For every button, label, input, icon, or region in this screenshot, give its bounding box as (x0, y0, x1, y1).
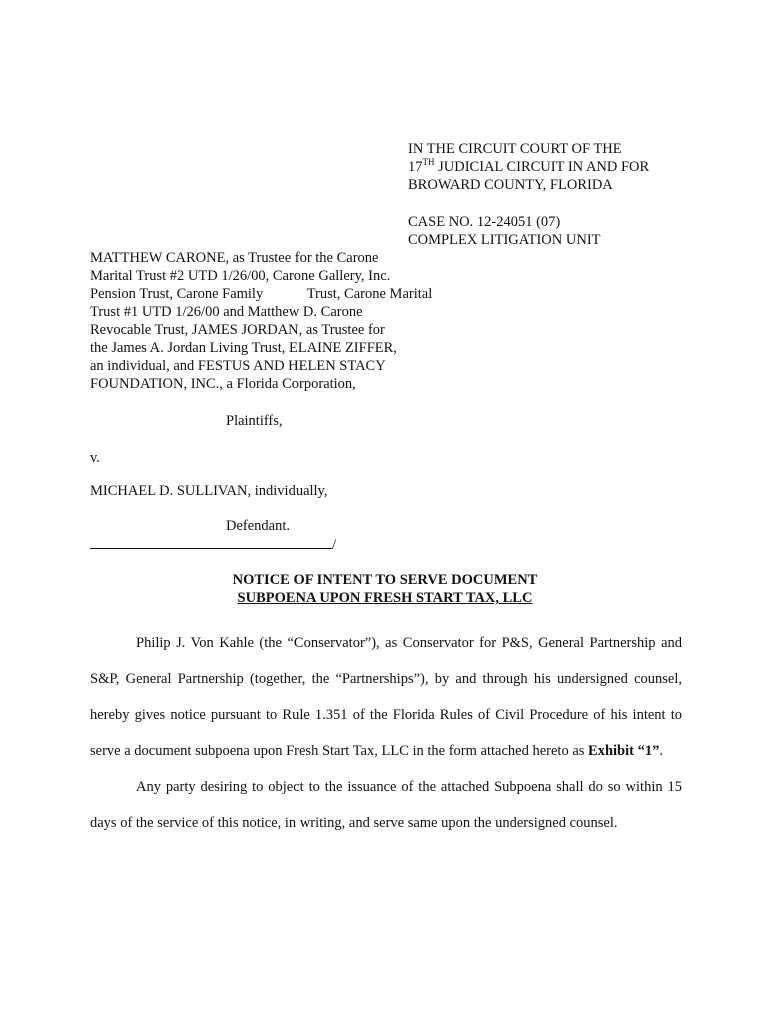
title-line-2 (90, 589, 680, 607)
defendant-label: Defendant. (226, 518, 291, 534)
paragraph-1-text: Philip J. Von Kahle (the “Conservator”), as Conservator for P&S, General Partnership and S&P, General Partnership (together, the “Partnerships”), by and through his undersigned counsel, hereby gives notice pursuant to Rule 1.351 of the Florida Rules of Civil Procedure of his intent to serve a document subpoena upon Fresh Start Tax, LLC in the form attached hereto as (90, 635, 682, 759)
separator-line (90, 536, 332, 549)
exhibit-reference: Exhibit “1” (588, 743, 660, 759)
plaintiff-line: FOUNDATION, INC., a Florida Corporation, (90, 376, 356, 392)
versus-label: v. (90, 450, 100, 466)
notice-body (90, 625, 682, 841)
circuit-number: 17 (408, 159, 423, 175)
paragraph-1 (90, 625, 682, 769)
plaintiff-line: an individual, and FESTUS AND HELEN STACY (90, 358, 386, 374)
court-line-2 (408, 158, 708, 176)
case-info (408, 213, 708, 249)
plaintiffs-label: Plaintiffs, (226, 413, 283, 429)
plaintiff-line: Marital Trust #2 UTD 1/26/00, Carone Gallery, Inc. (90, 268, 391, 284)
court-caption (408, 140, 708, 194)
paragraph-2: Any party desiring to object to the issuance of the attached Subpoena shall do so within 15 days of the service of this notice, in writing, and serve same upon the undersigned counsel. (90, 779, 682, 831)
plaintiff-line: Revocable Trust, JAMES JORDAN, as Trustee for (90, 322, 385, 338)
title-line-2-text: SUBPOENA UPON FRESH START TAX, LLC (237, 590, 533, 606)
defendant-name: MICHAEL D. SULLIVAN, individually, (90, 483, 328, 499)
caption-separator (90, 536, 336, 554)
document-title (90, 571, 680, 607)
court-line-2-rest: JUDICIAL CIRCUIT IN AND FOR (434, 159, 650, 175)
court-line-3: BROWARD COUNTY, FLORIDA (408, 177, 613, 193)
title-line-1: NOTICE OF INTENT TO SERVE DOCUMENT (232, 572, 538, 588)
circuit-ordinal: TH (422, 157, 435, 167)
plaintiff-line: Pension Trust, Carone Family Trust, Carone Marital (90, 286, 433, 302)
case-unit: COMPLEX LITIGATION UNIT (408, 232, 601, 248)
plaintiff-block (90, 249, 470, 393)
court-line-1: IN THE CIRCUIT COURT OF THE (408, 141, 622, 157)
plaintiff-line: Trust #1 UTD 1/26/00 and Matthew D. Carone (90, 304, 363, 320)
case-number: CASE NO. 12-24051 (07) (408, 214, 561, 230)
separator-slash: / (332, 537, 337, 553)
plaintiff-line: the James A. Jordan Living Trust, ELAINE ZIFFER, (90, 340, 397, 356)
plaintiff-line: MATTHEW CARONE, as Trustee for the Carone (90, 250, 379, 266)
paragraph-1-end: . (659, 743, 663, 759)
